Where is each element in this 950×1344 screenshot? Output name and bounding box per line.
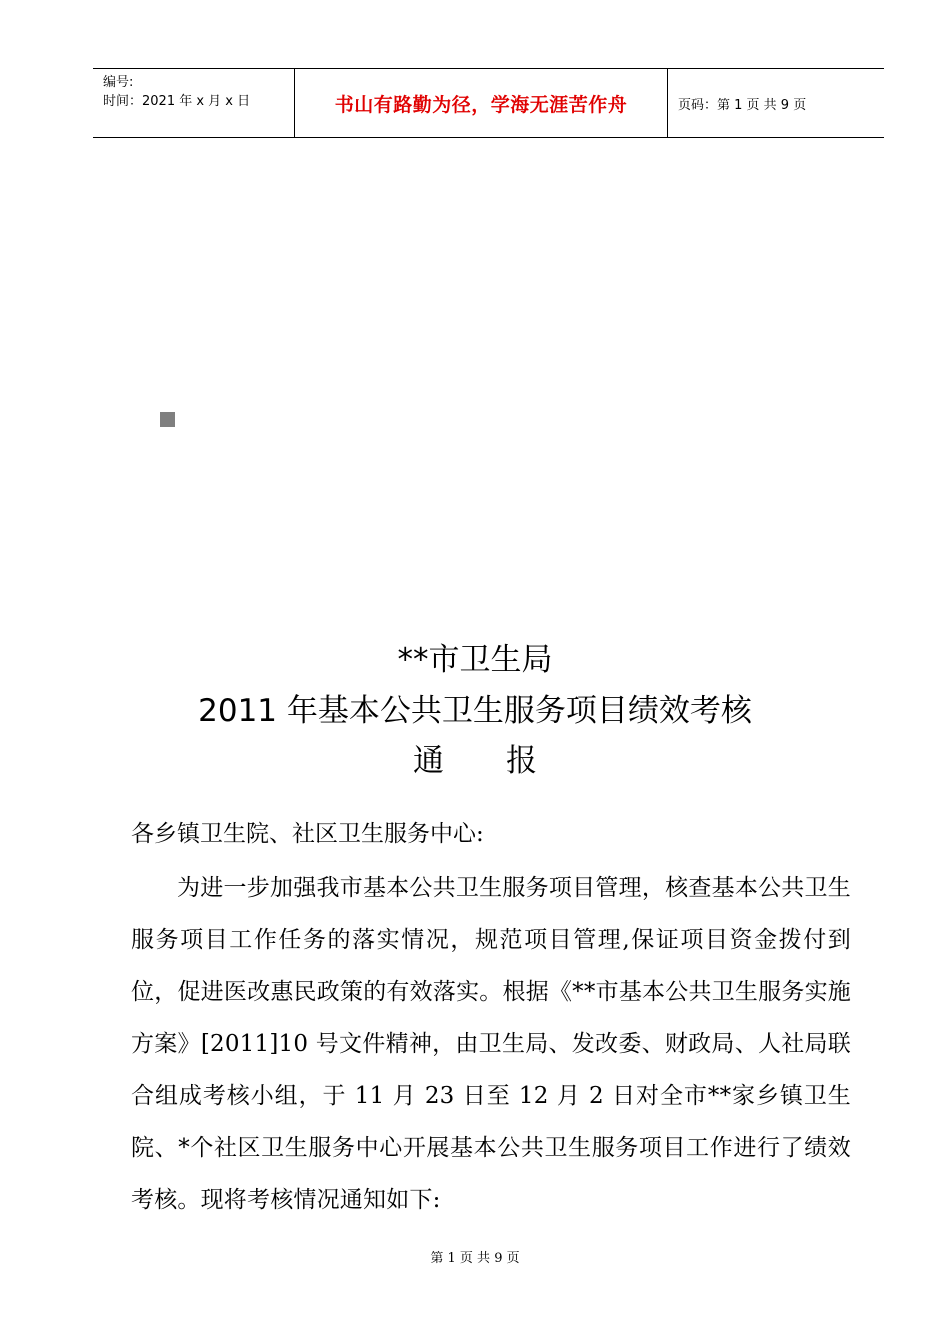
time-label: 时间：2021 年 x 月 x 日 [103, 94, 251, 109]
issuer-title: **市卫生局 [397, 642, 553, 678]
header-page-info: 页码：第 1 页 共 9 页 [678, 97, 807, 113]
square-bullet-icon [160, 412, 175, 427]
notice-title [0, 741, 950, 781]
salutation: 各乡镇卫生院、社区卫生服务中心: [131, 821, 484, 847]
document-header [93, 68, 884, 138]
document-title: 2011 年基本公共卫生服务项目绩效考核 [198, 693, 752, 729]
body-paragraph: 为进一步加强我市基本公共卫生服务项目管理，核查基本公共卫生服务项目工作任务的落实情况，规范项目管理,保证项目资金拨付到位，促进医改惠民政策的有效落实。根据《**市基本公共卫生服务实施方案》[2011]10 号文件精神，由卫生局、发改委、财政局、人社局联合组成考核小组，于 11 月 23 日至 12 月 2 日对全市**家乡镇卫生院、*个社区卫生服务中心开展基本公共卫生服务项目工作进行了绩效考核。现将考核情况通知如下: [131, 875, 851, 1213]
header-meta-cell [93, 69, 295, 137]
header-motto: 书山有路勤为径，学海无涯苦作舟 [295, 69, 668, 137]
serial-number-label: 编号: [103, 75, 134, 90]
page-footer: 第 1 页 共 9 页 [430, 1251, 520, 1266]
notice-title-char-2: 报 [506, 743, 537, 779]
notice-title-char-1: 通 [413, 743, 444, 779]
